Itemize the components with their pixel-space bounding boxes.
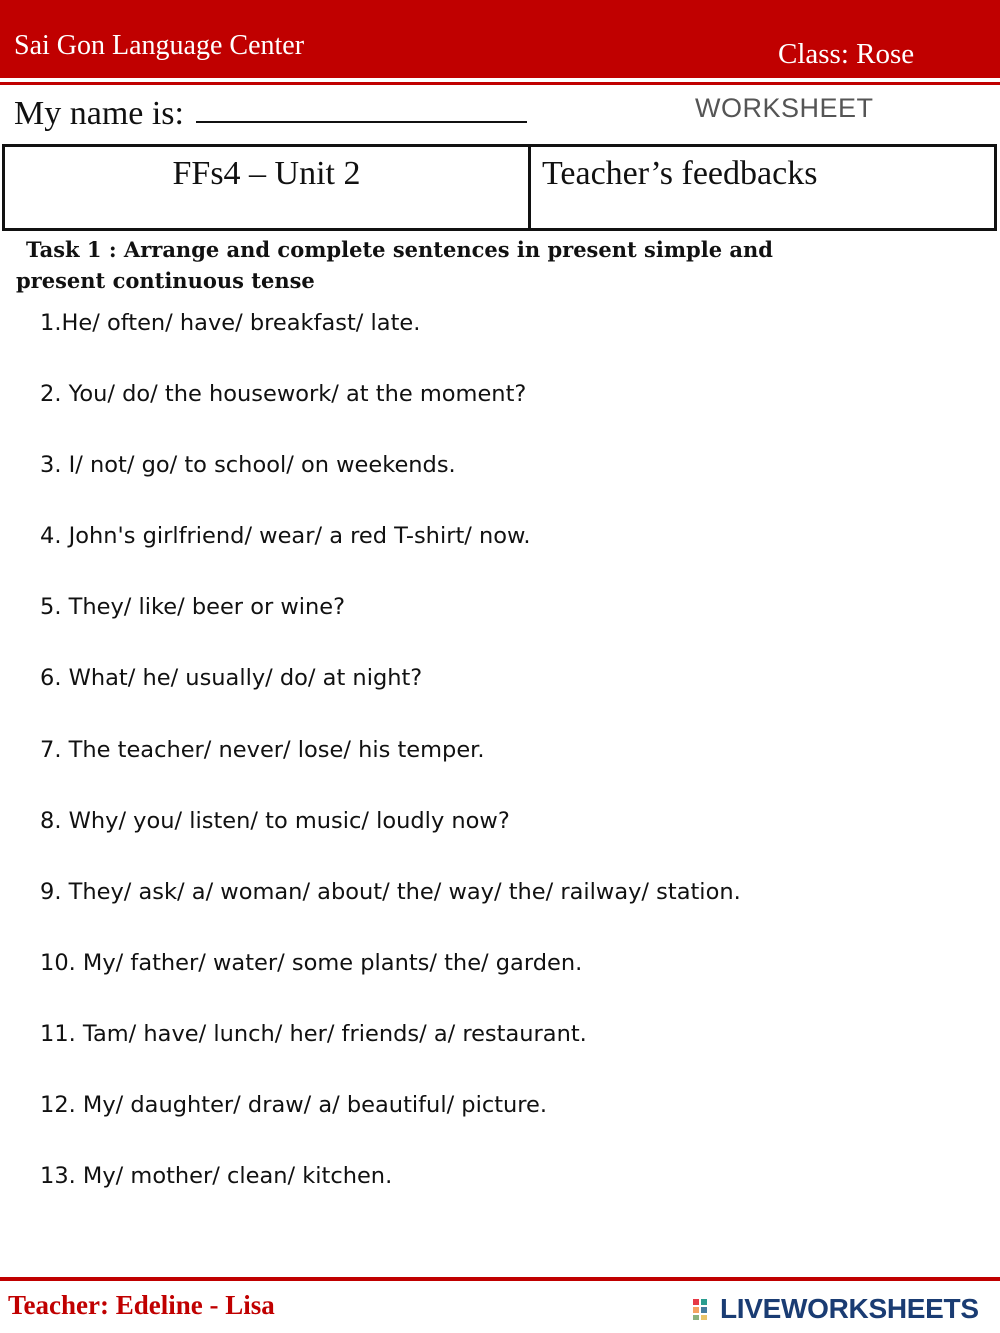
sentence-list: [40, 305, 741, 1229]
teacher-name: Teacher: Edeline - Lisa: [8, 1290, 275, 1320]
sentence-item: 12. My/ daughter/ draw/ a/ beautiful/ picture.: [40, 1092, 548, 1119]
task-title-line-2: present continuous tense: [16, 268, 315, 293]
teacher-feedback-label: Teacher’s feedbacks: [542, 155, 818, 192]
sentence-item: 11. Tam/ have/ lunch/ her/ friends/ a/ restaurant.: [40, 1020, 587, 1047]
info-box: [2, 144, 997, 231]
header-band: [0, 0, 1000, 78]
sentence-item: 8. Why/ you/ listen/ to music/ loudly now?: [40, 807, 510, 834]
sentence-item: 2. You/ do/ the housework/ at the moment?: [40, 381, 527, 408]
brand[interactable]: [692, 1291, 979, 1327]
task-title: [16, 234, 976, 296]
sentence-item: 13. My/ mother/ clean/ kitchen.: [40, 1163, 393, 1190]
sentence-item: 9. They/ ask/ a/ woman/ about/ the/ way/ the/ railway/ station.: [40, 878, 741, 905]
sentence-item: 1.He/ often/ have/ breakfast/ late.: [40, 310, 421, 336]
sentence-item: 3. I/ not/ go/ to school/ on weekends.: [40, 452, 456, 479]
header-divider: [0, 82, 1000, 85]
sentence-item: 7. The teacher/ never/ lose/ his temper.: [40, 736, 485, 763]
footer-divider: [0, 1277, 1000, 1281]
liveworksheets-logo-icon: [692, 1297, 716, 1321]
info-box-divider: [528, 147, 531, 228]
brand-name: LIVEWORKSHEETS: [720, 1293, 979, 1324]
task-title-line-1: Task 1 : Arrange and complete sentences in present simple and: [26, 237, 773, 262]
sentence-item: 6. What/ he/ usually/ do/ at night?: [40, 665, 423, 692]
class-label: Class: Rose: [778, 38, 915, 70]
worksheet-label: WORKSHEET: [695, 93, 874, 123]
sentence-item: 4. John's girlfriend/ wear/ a red T-shirt/ now.: [40, 523, 531, 550]
name-answer-line[interactable]: [196, 121, 527, 123]
sentence-item: 10. My/ father/ water/ some plants/ the/ garden.: [40, 949, 583, 976]
center-name: Sai Gon Language Center: [14, 30, 305, 61]
sentence-item: 5. They/ like/ beer or wine?: [40, 594, 346, 621]
name-label: My name is:: [14, 95, 184, 132]
unit-label: FFs4 – Unit 2: [172, 155, 361, 192]
